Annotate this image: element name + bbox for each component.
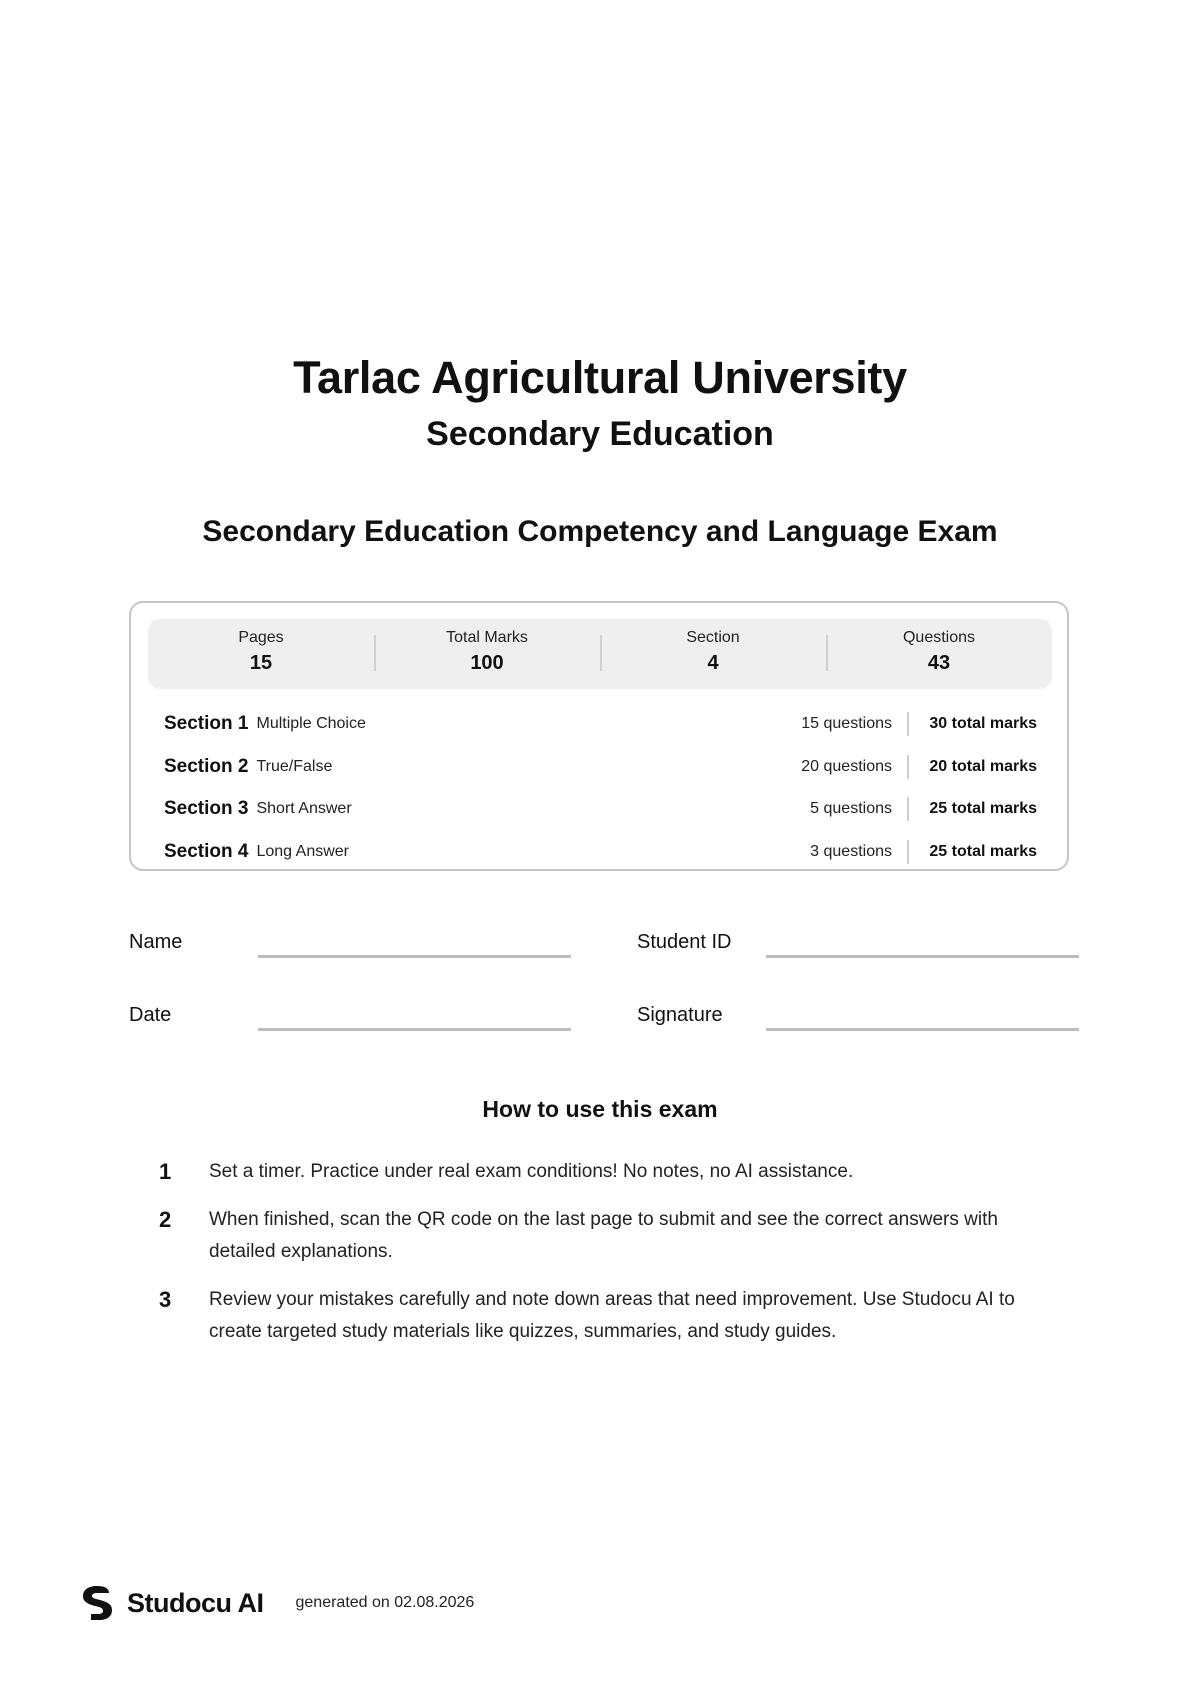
step-number: 2	[159, 1207, 172, 1232]
section-row	[164, 746, 1037, 789]
section-name: Section 3	[164, 798, 249, 820]
section-marks: 25 total marks	[929, 800, 1037, 818]
exam-header	[0, 350, 1200, 456]
section-row	[164, 831, 1037, 874]
instructions-list	[159, 1156, 1059, 1364]
list-item	[159, 1284, 1059, 1348]
stat-value: 15	[249, 652, 273, 674]
section-row	[164, 703, 1037, 746]
stats-bar	[148, 619, 1052, 689]
section-type: True/False	[256, 757, 333, 775]
section-question-count: 20 questions	[801, 757, 892, 775]
stat-label: Total Marks	[446, 629, 528, 646]
signature-label: Signature	[637, 1004, 723, 1026]
stat-value: 100	[470, 652, 504, 674]
step-text: When finished, scan the QR code on the last page to submit and see the correct answers with detailed explanations.	[209, 1209, 998, 1262]
stat-pages	[148, 619, 374, 689]
generated-date: generated on 02.08.2026	[295, 1594, 475, 1611]
step-text: Review your mistakes carefully and note down areas that need improvement. Use Studocu AI to create targeted study materials like quizzes, summaries, and study guides.	[209, 1289, 1015, 1342]
student-id-label: Student ID	[637, 931, 732, 953]
exam-title: Secondary Education Competency and Language Exam	[202, 515, 998, 548]
section-stats	[810, 788, 1037, 831]
list-item	[159, 1156, 1059, 1188]
section-stats	[810, 831, 1037, 874]
footer	[79, 1583, 474, 1623]
signature-field[interactable]	[766, 1028, 1079, 1031]
section-type: Long Answer	[256, 842, 349, 860]
department-name: Secondary Education	[426, 415, 774, 453]
stat-label: Questions	[902, 629, 976, 646]
section-stats	[801, 746, 1037, 789]
studocu-logo-icon	[79, 1585, 115, 1621]
step-number: 3	[159, 1287, 172, 1312]
section-question-count: 5 questions	[810, 800, 892, 818]
section-name: Section 2	[164, 755, 249, 777]
stat-label: Pages	[238, 629, 284, 646]
exam-summary-card	[129, 601, 1069, 871]
section-question-count: 15 questions	[801, 715, 892, 733]
section-name: Section 4	[164, 840, 249, 862]
name-field[interactable]	[258, 955, 571, 958]
stat-label: Section	[686, 629, 740, 646]
instructions-title: How to use this exam	[482, 1096, 718, 1122]
section-marks: 30 total marks	[929, 715, 1037, 733]
step-text: Set a timer. Practice under real exam conditions! No notes, no AI assistance.	[209, 1161, 854, 1182]
brand-name: Studocu AI	[127, 1587, 264, 1618]
section-type: Short Answer	[256, 800, 352, 818]
stat-total-marks	[374, 619, 600, 689]
date-label: Date	[129, 1004, 172, 1026]
student-id-field[interactable]	[766, 955, 1079, 958]
section-type: Multiple Choice	[256, 715, 366, 733]
list-item	[159, 1204, 1059, 1268]
university-name: Tarlac Agricultural University	[293, 352, 907, 403]
section-list	[164, 703, 1037, 873]
section-question-count: 3 questions	[810, 842, 892, 860]
stat-questions	[826, 619, 1052, 689]
name-label: Name	[129, 931, 183, 953]
section-marks: 25 total marks	[929, 842, 1037, 860]
section-stats	[801, 703, 1037, 746]
section-row	[164, 788, 1037, 831]
section-marks: 20 total marks	[929, 757, 1037, 775]
date-field[interactable]	[258, 1028, 571, 1031]
step-number: 1	[159, 1159, 172, 1184]
stat-sections	[600, 619, 826, 689]
section-name: Section 1	[164, 713, 249, 735]
stat-value: 43	[927, 652, 951, 674]
stat-value: 4	[707, 652, 719, 674]
